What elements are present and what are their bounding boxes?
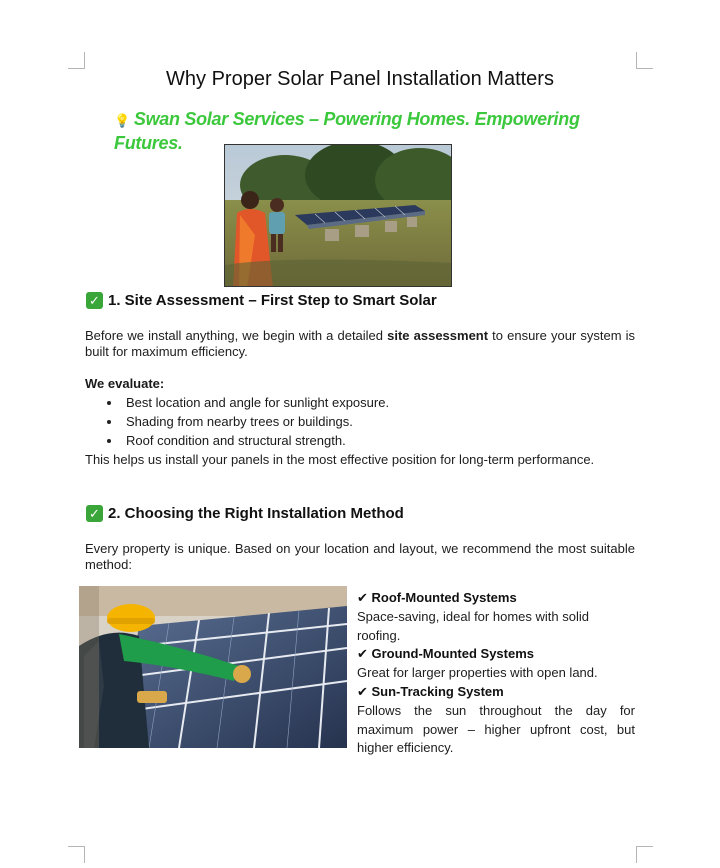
section1-heading-text: 1. Site Assessment – First Step to Smart Solar <box>108 292 437 309</box>
section2-intro: Every property is unique. Based on your location and layout, we recommend the most suitable method: <box>85 541 635 572</box>
method-title: ✔ Roof-Mounted Systems <box>357 590 517 605</box>
margin-mark-top-right <box>636 52 653 69</box>
lightbulb-icon: 💡 <box>114 113 130 128</box>
installation-methods <box>357 589 635 758</box>
margin-mark-bottom-right <box>636 846 653 863</box>
section2-heading <box>86 505 404 522</box>
margin-mark-top-left <box>68 52 85 69</box>
section2-heading-text: 2. Choosing the Right Installation Method <box>108 505 404 522</box>
method-description: Space-saving, ideal for homes with solid roofing. <box>357 608 589 643</box>
method-description: Follows the sun throughout the day for maximum power – higher upfront cost, but higher efficiency. <box>357 702 635 756</box>
list-item: Roof condition and structural strength. <box>106 431 389 450</box>
section1-heading <box>86 292 437 309</box>
photo-woman-with-solar-panels <box>224 144 452 287</box>
evaluation-list <box>106 393 389 450</box>
photo-worker-installing-panels <box>79 586 347 748</box>
section1-conclusion: This helps us install your panels in the most effective position for long-term performance. <box>85 452 595 467</box>
check-mark-icon: ✓ <box>86 505 103 522</box>
intro-text-2: to ensure your system is built for maximum efficiency. <box>85 328 636 359</box>
intro-bold-site-assessment: site assessment <box>387 328 489 343</box>
page-title: Why Proper Solar Panel Installation Matters <box>166 68 554 90</box>
evaluate-label: We evaluate: <box>85 376 165 391</box>
method-title: ✔ Sun-Tracking System <box>357 683 504 699</box>
photo1-illustration <box>225 145 452 287</box>
margin-mark-bottom-left <box>68 846 85 863</box>
photo2-illustration <box>79 586 347 748</box>
method-title: ✔ Ground-Mounted Systems <box>357 646 535 662</box>
section1-intro <box>85 328 635 360</box>
intro-text-1: Before we install anything, we begin with a detailed <box>85 328 388 343</box>
list-item: Best location and angle for sunlight exposure. <box>106 393 389 412</box>
check-mark-icon: ✓ <box>86 292 103 309</box>
tagline-text: Swan Solar Services – Powering Homes. Empowering Futures. <box>114 109 580 153</box>
list-item: Shading from nearby trees or buildings. <box>106 412 389 431</box>
method-description: Great for larger properties with open land. <box>357 665 598 681</box>
